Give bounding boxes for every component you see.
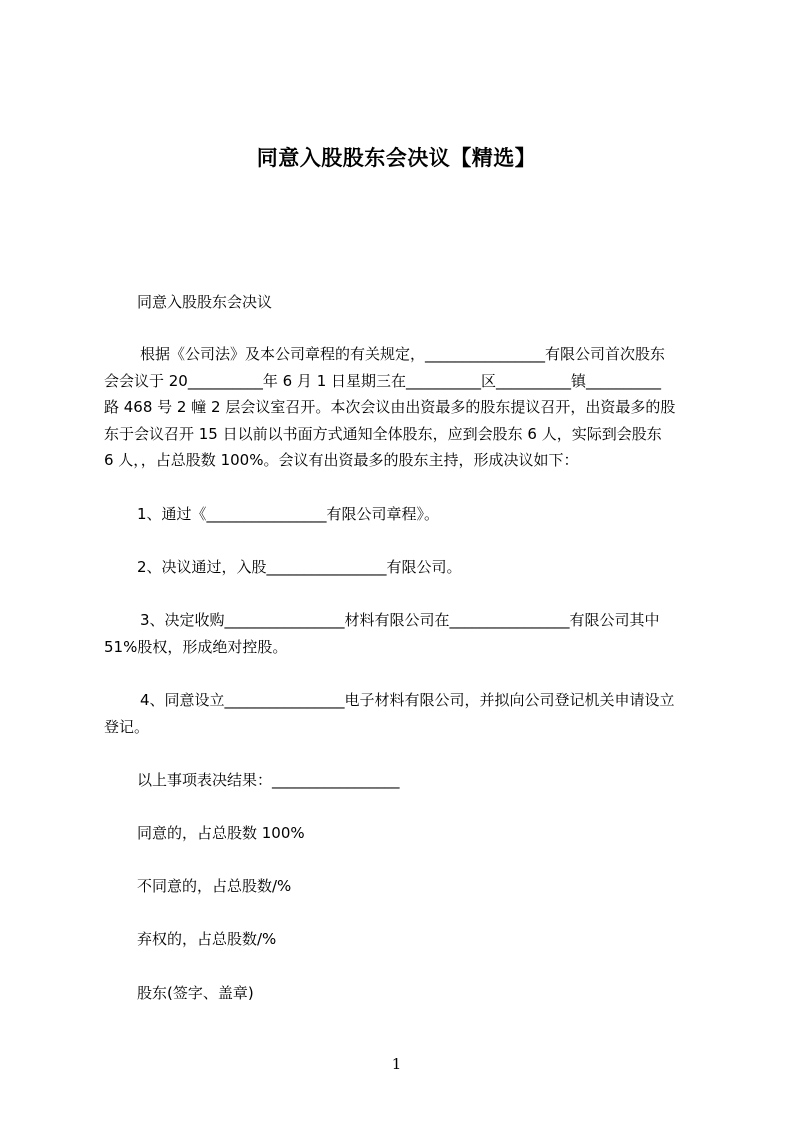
resolution-item-4 bbox=[104, 687, 710, 740]
signature-line: 股东(签字、盖章) bbox=[137, 984, 254, 1002]
item3-line: 51%股权，形成绝对控股。 bbox=[104, 637, 288, 656]
intro-line: 会会议于 20__________年 6 月 1 日星期三在__________区__________镇__________ bbox=[104, 371, 662, 390]
intro-line: 东于会议召开 15 日以前以书面方式通知全体股东，应到会股东 6 人，实际到会股东 bbox=[104, 424, 662, 443]
intro-line: 6 人，，占总股数 100%。会议有出资最多的股东主持，形成决议如下： bbox=[104, 451, 579, 469]
vote-result: 以上事项表决结果：_________________ bbox=[137, 771, 400, 789]
intro-line: 路 468 号 2 幢 2 层会议室召开。本次会议由出资最多的股东提议召开，出资最多的股 bbox=[104, 398, 676, 416]
resolution-item-2: 2、决议通过，入股________________有限公司。 bbox=[137, 558, 462, 576]
vote-disagree: 不同意的，占总股数/% bbox=[137, 877, 292, 895]
document-title: 同意入股股东会决议【精选】 bbox=[256, 146, 537, 170]
vote-agree: 同意的，占总股数 100% bbox=[137, 824, 305, 842]
resolution-item-3 bbox=[104, 607, 710, 660]
item4-line: 登记。 bbox=[104, 717, 150, 736]
item3-line: 3、决定收购________________材料有限公司在________________有限公司其中 bbox=[140, 611, 660, 629]
vote-abstain: 弃权的，占总股数/% bbox=[137, 930, 277, 948]
section-heading: 同意入股股东会决议 bbox=[137, 293, 273, 311]
resolution-item-1: 1、通过《________________有限公司章程》。 bbox=[137, 505, 440, 523]
intro-line: 根据《公司法》及本公司章程的有关规定，________________有限公司首次股东 bbox=[140, 345, 666, 363]
page-number: 1 bbox=[391, 1055, 402, 1073]
item4-line: 4、同意设立________________电子材料有限公司，并拟向公司登记机关申请设立 bbox=[140, 691, 675, 709]
intro-paragraph bbox=[104, 341, 710, 474]
